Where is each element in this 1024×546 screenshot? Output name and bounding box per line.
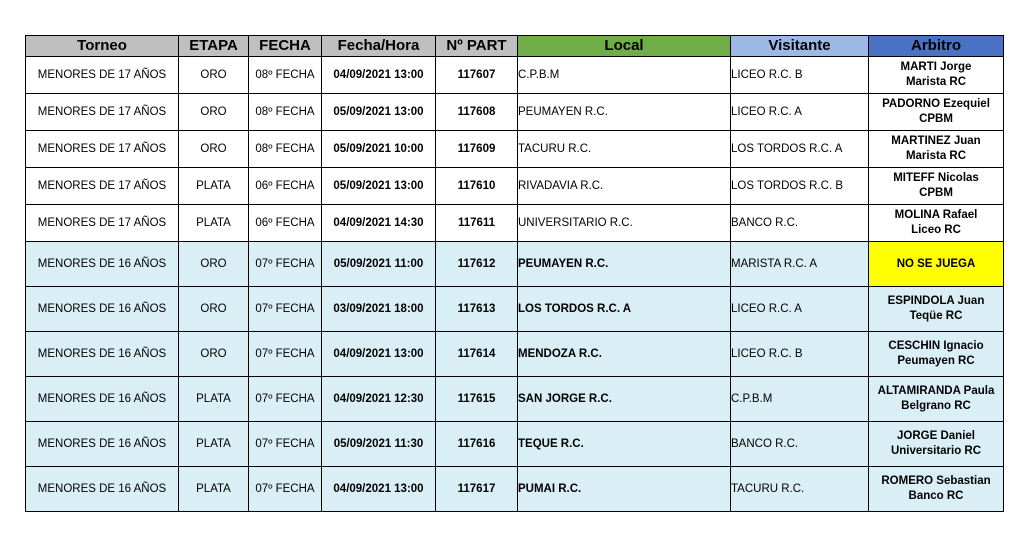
arbitro-club: CPBM	[919, 113, 953, 125]
cell-fecha-hora: 05/09/2021 11:30	[322, 422, 436, 467]
cell-arbitro	[869, 168, 1004, 205]
cell-n-part: 117614	[436, 332, 518, 377]
cell-fecha-hora: 04/09/2021 13:00	[322, 332, 436, 377]
arbitro-name: CESCHIN Ignacio	[888, 340, 984, 352]
cell-fecha: 07º FECHA	[249, 242, 322, 287]
arbitro-club: Liceo RC	[911, 224, 961, 236]
cell-local: LOS TORDOS R.C. A	[518, 287, 731, 332]
table-row	[26, 205, 1004, 242]
cell-fecha-hora: 03/09/2021 18:00	[322, 287, 436, 332]
cell-torneo: MENORES DE 17 AÑOS	[26, 168, 179, 205]
cell-fecha: 06º FECHA	[249, 205, 322, 242]
cell-local: PUMAI R.C.	[518, 467, 731, 512]
cell-fecha: 06º FECHA	[249, 168, 322, 205]
cell-n-part: 117611	[436, 205, 518, 242]
cell-local: PEUMAYEN R.C.	[518, 242, 731, 287]
cell-etapa: PLATA	[179, 168, 249, 205]
cell-visitante: MARISTA R.C. A	[731, 242, 869, 287]
table-row	[26, 377, 1004, 422]
table-row	[26, 242, 1004, 287]
arbitro-name: NO SE JUEGA	[896, 257, 976, 270]
cell-visitante: BANCO R.C.	[731, 205, 869, 242]
arbitro-name: MOLINA Rafael	[894, 209, 978, 221]
table-row	[26, 168, 1004, 205]
cell-fecha-hora: 05/09/2021 10:00	[322, 131, 436, 168]
cell-etapa: PLATA	[179, 205, 249, 242]
header-n-part: Nº PART	[436, 36, 518, 57]
header-etapa: ETAPA	[179, 36, 249, 57]
cell-torneo: MENORES DE 16 AÑOS	[26, 287, 179, 332]
no-se-juega-badge	[869, 242, 1004, 287]
header-arbitro: Arbitro	[869, 36, 1004, 57]
cell-n-part: 117612	[436, 242, 518, 287]
cell-visitante: LOS TORDOS R.C. A	[731, 131, 869, 168]
cell-visitante: LICEO R.C. A	[731, 94, 869, 131]
cell-fecha: 07º FECHA	[249, 377, 322, 422]
cell-local: TACURU R.C.	[518, 131, 731, 168]
table-row	[26, 332, 1004, 377]
cell-visitante: C.P.B.M	[731, 377, 869, 422]
cell-etapa: PLATA	[179, 377, 249, 422]
cell-n-part: 117613	[436, 287, 518, 332]
arbitro-club: Belgrano RC	[901, 400, 971, 412]
cell-arbitro	[869, 57, 1004, 94]
arbitro-name: ALTAMIRANDA Paula	[877, 385, 995, 397]
arbitro-club: Banco RC	[908, 490, 964, 502]
cell-local: TEQUE R.C.	[518, 422, 731, 467]
arbitro-club: Teqüe RC	[909, 310, 963, 322]
arbitro-club: Peumayen RC	[897, 355, 975, 367]
cell-torneo: MENORES DE 16 AÑOS	[26, 242, 179, 287]
arbitro-club: Universitario RC	[890, 445, 982, 457]
cell-visitante: BANCO R.C.	[731, 422, 869, 467]
table-row	[26, 131, 1004, 168]
arbitro-name: JORGE Daniel	[897, 430, 975, 442]
cell-visitante: LOS TORDOS R.C. B	[731, 168, 869, 205]
arbitro-name: PADORNO Ezequiel	[882, 98, 990, 110]
cell-visitante: TACURU R.C.	[731, 467, 869, 512]
cell-etapa: ORO	[179, 94, 249, 131]
cell-n-part: 117607	[436, 57, 518, 94]
header-visitante: Visitante	[731, 36, 869, 57]
cell-fecha: 07º FECHA	[249, 467, 322, 512]
cell-local: SAN JORGE R.C.	[518, 377, 731, 422]
cell-local: RIVADAVIA R.C.	[518, 168, 731, 205]
cell-torneo: MENORES DE 16 AÑOS	[26, 332, 179, 377]
cell-fecha-hora: 04/09/2021 13:00	[322, 467, 436, 512]
header-torneo: Torneo	[26, 36, 179, 57]
cell-arbitro	[869, 131, 1004, 168]
cell-fecha-hora: 04/09/2021 12:30	[322, 377, 436, 422]
cell-fecha: 08º FECHA	[249, 94, 322, 131]
header-local: Local	[518, 36, 731, 57]
arbitro-name: ROMERO Sebastian	[881, 475, 991, 487]
cell-fecha: 08º FECHA	[249, 131, 322, 168]
header-fecha-hora: Fecha/Hora	[322, 36, 436, 57]
cell-torneo: MENORES DE 17 AÑOS	[26, 131, 179, 168]
cell-arbitro	[869, 332, 1004, 377]
cell-arbitro	[869, 422, 1004, 467]
fixture-table	[25, 35, 1004, 512]
cell-torneo: MENORES DE 17 AÑOS	[26, 57, 179, 94]
cell-n-part: 117609	[436, 131, 518, 168]
cell-etapa: ORO	[179, 242, 249, 287]
cell-etapa: ORO	[179, 131, 249, 168]
cell-visitante: LICEO R.C. B	[731, 57, 869, 94]
cell-local: PEUMAYEN R.C.	[518, 94, 731, 131]
cell-fecha-hora: 04/09/2021 14:30	[322, 205, 436, 242]
arbitro-club: CPBM	[919, 187, 953, 199]
cell-local: MENDOZA R.C.	[518, 332, 731, 377]
header-fecha: FECHA	[249, 36, 322, 57]
table-row	[26, 422, 1004, 467]
arbitro-name: ESPINDOLA Juan	[887, 295, 985, 307]
cell-visitante: LICEO R.C. B	[731, 332, 869, 377]
cell-etapa: ORO	[179, 332, 249, 377]
cell-arbitro	[869, 467, 1004, 512]
cell-n-part: 117610	[436, 168, 518, 205]
cell-torneo: MENORES DE 16 AÑOS	[26, 422, 179, 467]
table-row	[26, 467, 1004, 512]
cell-arbitro	[869, 377, 1004, 422]
cell-fecha: 08º FECHA	[249, 57, 322, 94]
cell-fecha-hora: 05/09/2021 11:00	[322, 242, 436, 287]
arbitro-name: MITEFF Nicolas	[893, 172, 979, 184]
cell-etapa: PLATA	[179, 422, 249, 467]
cell-fecha: 07º FECHA	[249, 422, 322, 467]
cell-etapa: ORO	[179, 287, 249, 332]
cell-fecha: 07º FECHA	[249, 332, 322, 377]
header-row	[26, 36, 1004, 57]
cell-torneo: MENORES DE 17 AÑOS	[26, 94, 179, 131]
cell-n-part: 117617	[436, 467, 518, 512]
cell-torneo: MENORES DE 17 AÑOS	[26, 205, 179, 242]
cell-fecha-hora: 04/09/2021 13:00	[322, 57, 436, 94]
arbitro-name: MARTINEZ Juan	[891, 135, 981, 147]
arbitro-club: Marista RC	[905, 76, 967, 88]
cell-fecha-hora: 05/09/2021 13:00	[322, 94, 436, 131]
cell-torneo: MENORES DE 16 AÑOS	[26, 467, 179, 512]
cell-fecha: 07º FECHA	[249, 287, 322, 332]
arbitro-name: MARTI Jorge	[900, 61, 972, 73]
cell-arbitro	[869, 287, 1004, 332]
cell-arbitro	[869, 94, 1004, 131]
cell-local: C.P.B.M	[518, 57, 731, 94]
cell-visitante: LICEO R.C. A	[731, 287, 869, 332]
arbitro-club: Marista RC	[905, 150, 967, 162]
table-row	[26, 94, 1004, 131]
cell-n-part: 117608	[436, 94, 518, 131]
cell-arbitro	[869, 205, 1004, 242]
table-row	[26, 57, 1004, 94]
cell-n-part: 117616	[436, 422, 518, 467]
cell-etapa: ORO	[179, 57, 249, 94]
cell-fecha-hora: 05/09/2021 13:00	[322, 168, 436, 205]
cell-torneo: MENORES DE 16 AÑOS	[26, 377, 179, 422]
cell-local: UNIVERSITARIO R.C.	[518, 205, 731, 242]
table-row	[26, 287, 1004, 332]
cell-etapa: PLATA	[179, 467, 249, 512]
cell-n-part: 117615	[436, 377, 518, 422]
